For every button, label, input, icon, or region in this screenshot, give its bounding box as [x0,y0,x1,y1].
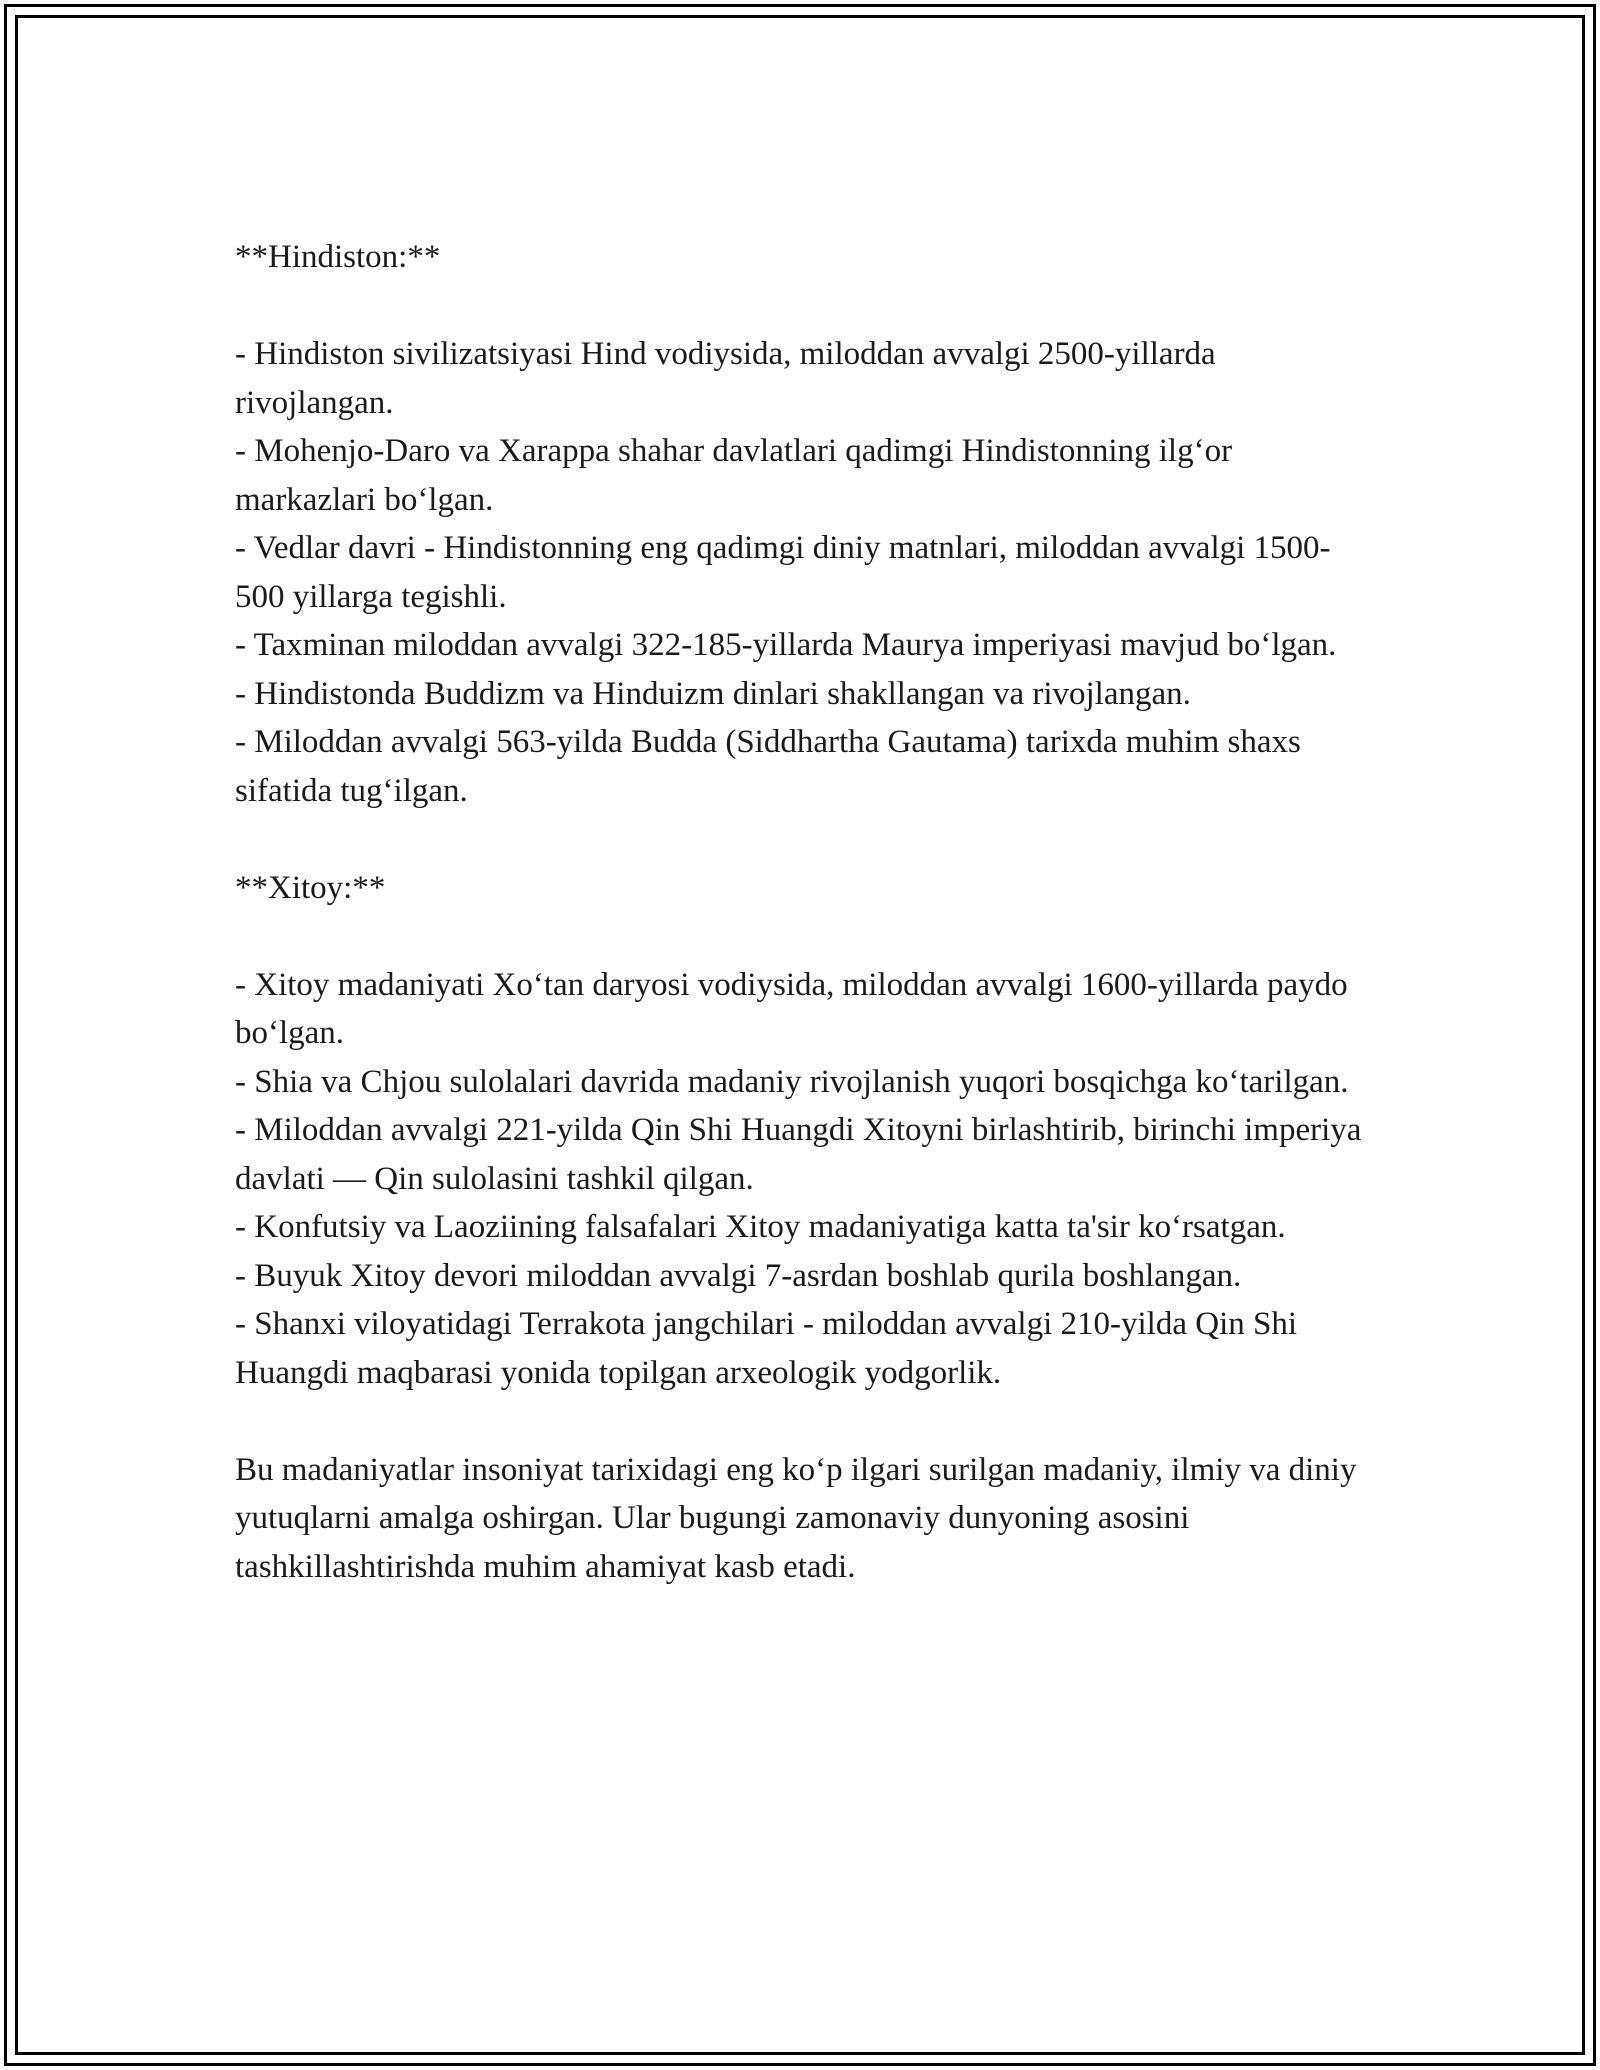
list-item: - Xitoy madaniyati Xo‘tan daryosi vodiysida, miloddan avvalgi 1600-yillarda paydo bo‘lgan. [235,966,1348,1051]
list-item: - Konfutsiy va Laoziining falsafalari Xitoy madaniyatiga katta ta'sir ko‘rsatgan. [235,1209,1286,1245]
section-heading-hindiston: **Hindiston:** [235,239,441,275]
list-item: - Hindiston sivilizatsiyasi Hind vodiysida, miloddan avvalgi 2500-yillarda rivojlangan. [235,336,1216,421]
list-item: - Shia va Chjou sulolalari davrida madaniy rivojlanish yuqori bosqichga ko‘tarilgan. [235,1063,1349,1100]
list-item: - Miloddan avvalgi 221-yilda Qin Shi Huangdi Xitoyni birlashtirib, birinchi imperiya davlati — Qin sulolasini tashkil qilgan. [235,1112,1362,1197]
spacer [235,1397,1375,1446]
section-heading-xitoy: **Xitoy:** [235,869,386,906]
list-item: - Hindistonda Buddizm va Hinduizm dinlari shakllangan va rivojlangan. [235,675,1191,712]
list-item: - Shanxi viloyatidagi Terrakota jangchilari - miloddan avvalgi 210-yilda Qin Shi Huangdi maqbarasi yonida topilgan arxeologik yodgorlik. [235,1306,1298,1391]
spacer [235,815,1375,864]
list-item: - Mohenjo-Daro va Xarappa shahar davlatlari qadimgi Hindistonning ilg‘or markazlari bo‘lgan. [235,433,1233,518]
list-item: - Buyuk Xitoy devori miloddan avvalgi 7-asrdan boshlab qurila boshlangan. [235,1257,1242,1294]
document-body [235,233,1375,1591]
list-item: - Taxminan miloddan avvalgi 322-185-yillarda Maurya imperiyasi mavjud bo‘lgan. [235,627,1337,663]
list-item: - Vedlar davri - Hindistonning eng qadimgi diniy matnlari, miloddan avvalgi 1500-500 yillarga tegishli. [235,530,1331,615]
spacer [235,912,1375,961]
conclusion-paragraph: Bu madaniyatlar insoniyat tarixidagi eng ko‘p ilgari surilgan madaniy, ilmiy va diniy yutuqlarni amalga oshirgan. Ular bugungi zamonaviy dunyoning asosini tashkillashtirishda muhim ahamiyat kasb etadi. [235,1451,1357,1585]
spacer [235,282,1375,331]
list-item: - Miloddan avvalgi 563-yilda Budda (Siddhartha Gautama) tarixda muhim shaxs sifatida tug‘ilgan. [235,724,1301,809]
